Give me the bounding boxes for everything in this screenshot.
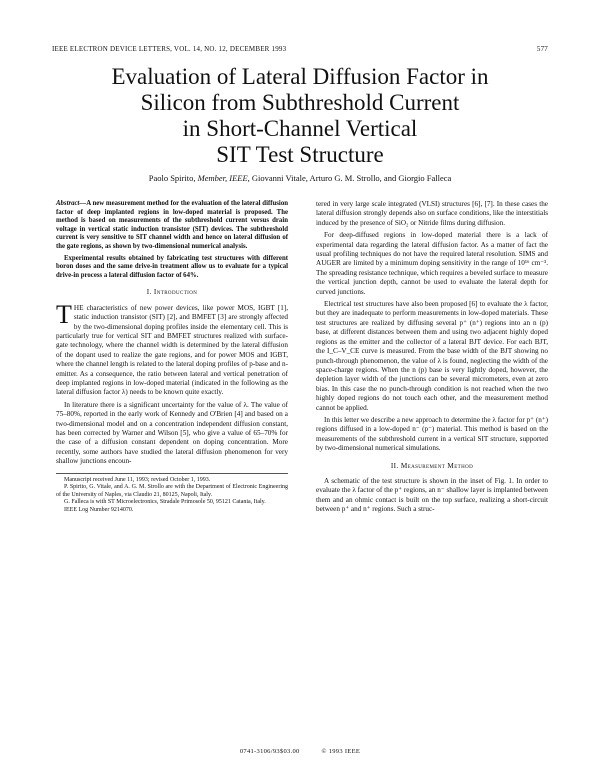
footnote-received: Manuscript received June 11, 1993; revised October 1, 1993. xyxy=(64,476,211,483)
abstract-label: Abstract— xyxy=(56,200,87,207)
footnote-affiliation: P. Spirito, G. Vitale, and A. G. M. Strollo are with the Department of Electronic Engineering of the University of Naples, via Claudio 21, 80125, Napoli, Italy. xyxy=(56,484,288,498)
page-footer xyxy=(0,748,600,755)
footnote-falleca: G. Falleca is with ST Microelectronics, Stradale Primosole 50, 95121 Catania, Italy. xyxy=(64,499,266,506)
body-paragraph: tered in very large scale integrated (VLSI) structures [6], [7]. In these cases the lateral diffusion strongly depends also on surface conditions, like the interstitials induced by the presence of SiO₂ or Nitride films during diffusion. xyxy=(316,200,548,227)
body-paragraph: A schematic of the test structure is shown in the inset of Fig. 1. In order to evaluate the λ factor of the p⁺ regions, an n⁻ shallow layer is implanted between them and an ohmic contact is built on the top surface, realizing a short-circuit between p⁺ and n⁺ regions. Such a struc- xyxy=(316,476,548,514)
running-header xyxy=(52,45,548,53)
footer-copyright: © 1993 IEEE xyxy=(321,748,361,755)
body-paragraph: Electrical test structures have also been proposed [6] to evaluate the λ factor, but they are inadequate to perform measurements in low-doped materials. These test structures are realized by diffusing several p⁺ (n⁺) regions into an n (p) base, at different distances between them and using two adjacent highly doped regions as the emitter and the collector of a lateral BJT device. For each BJT, the I_C–V_CE curve is measured. From the base width of the BJT showing no punch-through phenomenon, the value of λ is found, neglecting the width of the space-charge regions. When the n (p) base is very lightly doped, however, the depletion layer width of the junctions can be several micrometers, even at zero bias. In this case the no punch-through condition is not reached when the two highly doped regions do not touch each other, and the measurement method cannot be applied. xyxy=(316,300,548,412)
body-paragraph: For deep-diffused regions in low-doped material there is a lack of experimental data regarding the lateral diffusion factor. As a matter of fact the usual profiling techniques do not have the required lateral resolution. SIMS and AUGER are limited by a minimum doping sensitivity in the range of 10¹⁶ cm⁻³. The spreading resistance technique, which requires a beveled surface to measure the vertical junction depth, cannot be used to evaluate the lateral depth for curved junctions. xyxy=(316,231,548,296)
left-column xyxy=(56,200,288,515)
section-heading-introduction: I. Introduction xyxy=(146,288,198,297)
section-heading-measurement-method: II. Measurement Method xyxy=(390,461,474,470)
author-first: Paolo Spirito, xyxy=(148,173,196,183)
author-rest: Giovanni Vitale, Arturo G. M. Strollo, and Giorgio Falleca xyxy=(251,173,452,183)
paper-title xyxy=(60,64,540,168)
page-number: 577 xyxy=(536,45,548,53)
title-line: SIT Test Structure xyxy=(216,142,384,167)
author-line xyxy=(52,173,548,183)
title-line: Evaluation of Lateral Diffusion Factor in xyxy=(111,64,489,89)
title-line: in Short-Channel Vertical xyxy=(182,116,418,141)
intro-paragraph xyxy=(56,299,288,398)
title-line: Silicon from Subthreshold Current xyxy=(140,90,460,115)
drop-cap: T xyxy=(56,299,72,329)
right-column xyxy=(316,200,548,518)
body-paragraph: In this letter we describe a new approach to determine the λ factor for p⁺ (n⁺) regions diffused in a low-doped n⁻ (p⁻) material. This method is based on the measurements of the subthreshold current in a vertical SIT structure, supported by two-dimensional numerical simulations. xyxy=(316,415,548,453)
journal-running-head: IEEE ELECTRON DEVICE LETTERS, VOL. 14, NO. 12, DECEMBER 1993 xyxy=(52,45,287,53)
intro-paragraph-2: In literature there is a significant uncertainty for the value of λ. The value of 75–80%, reported in the early work of Kennedy and O'Brien [4] and based on a two-dimensional model and on a concentration independent diffusion constant, has been corrected by Warner and Wilson [5], who give a value of 65–70% for the case of a diffusion constant dependent on doping concentration. More recently, some authors have studied the lateral diffusion phenomenon for very shallow junctions encoun- xyxy=(56,400,288,466)
footnotes xyxy=(56,473,288,515)
abstract-results: Experimental results obtained by fabricating test structures with different boron doses and the same drive-in treatment allow us to evaluate for a typical drive-in process a lateral diffusion factor of 64%. xyxy=(56,254,288,279)
author-first-title: Member, IEEE, xyxy=(197,173,250,183)
abstract-text: A new measurement method for the evaluation of the lateral diffusion factor of deep implanted regions in low-doped material is proposed. The method is based on measurements of the subthreshold current versus drain voltage in vertical static induction transistor (SIT) devices. The subthreshold current is very sensitive to SIT channel width and hence on lateral diffusion of the gate regions, as shown by two-dimensional numerical analysis. xyxy=(56,200,288,250)
footnote-ieee-log: IEEE Log Number 9214070. xyxy=(64,507,134,514)
abstract xyxy=(56,200,288,252)
intro-text: HE characteristics of new power devices, like power MOS, IGBT [1], static induction transistor (SIT) [2], and BMFET [3] are strongly affected by the two-dimensional doping profiles inside the elementary cell. This is particularly true for vertical SIT and BMFET structures realized with surface-gate technology, where the channel width is determined by the lateral diffusion of the dopant used to realize the gate regions, and for power MOS and IGBT, where the channel length is related to the lateral doping profiles of p-base and n-emitter. As a consequence, the ratio between lateral and vertical penetration of deep implanted regions in low-doped material (indicated in the following as the lateral diffusion factor λ) needs to be known quite exactly. xyxy=(56,303,288,397)
footer-code: 0741-3106/93$03.00 xyxy=(239,748,300,755)
